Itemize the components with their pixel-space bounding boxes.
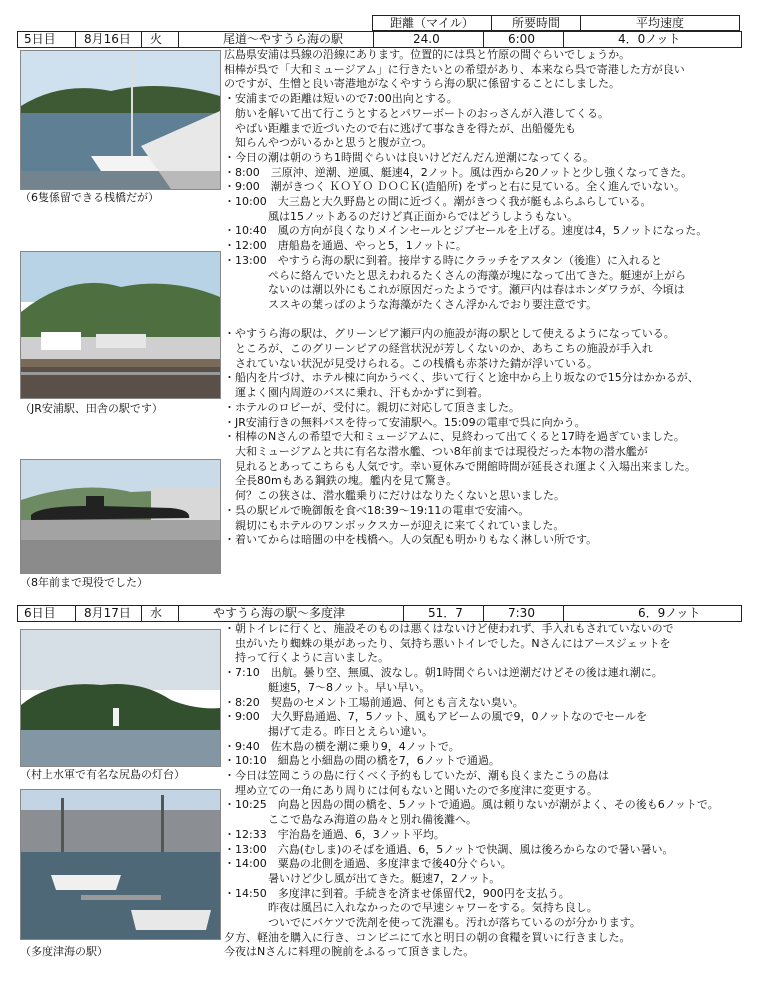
log-line: 揚げて走る。昨日とえらい違い。 xyxy=(224,724,433,738)
day5-distance: 24.0 xyxy=(413,32,440,46)
log-line: ・朝トイレに行くと、施設そのものは悪くはないけど使われず、手入れもされていないので xyxy=(224,622,674,635)
log-line: ・9:00 潮がきつく ＫＯＹＯ ＤＯＣＫ(造船所) をずっと右に見ている。全く進んでいない。 xyxy=(224,180,686,194)
log-line: 見れるとあってこちらも人気です。幸い夏休みで開館時間が延長され運よく入場出来ました。 xyxy=(224,459,697,473)
log-line: 相棒が呉で「大和ミュージアム」に行きたいとの希望があり、本来なら呉で寄港した方が良い xyxy=(224,62,685,76)
log-line: 風は15ノットあるのだけど真正面からではどうしようもない。 xyxy=(224,209,579,223)
log-line: ・今日は笠岡こうの島に行くべく予約もしていたが、潮も良くまたこうの島は xyxy=(224,769,609,783)
log-line: ここで島なみ海道の島々と別れ備後灘へ。 xyxy=(224,813,477,827)
log-line: 運よく園内周遊のバスに乗れ、汗もかかずに到着。 xyxy=(224,386,489,400)
caption-submarine: （8年前まで現役でした） xyxy=(20,576,148,589)
time-header: 所要時間 xyxy=(492,16,581,31)
caption-marina-pier: （6隻係留できる桟橋だが） xyxy=(20,191,159,204)
column-header-table xyxy=(372,15,740,31)
day6-distance: 51．7 xyxy=(428,606,463,620)
log-line: 虫がいたり蜘蛛の巣があったり、気持ち悪いトイレでした。Nさんにはアースジェットを xyxy=(224,636,671,650)
log-line: 全長80mもある鋼鉄の塊。艦内を見て驚き。 xyxy=(224,474,458,488)
log-line: ・10:00 大三島と大久野島との間に近づく。潮がきつく我が艇もふらふらしている。 xyxy=(224,195,652,209)
day6-weekday: 水 xyxy=(150,606,163,620)
log-line: ・8:00 三原沖、逆潮、逆風、艇速4，2ノット。風は西から20ノットと少し強くなってきた。 xyxy=(224,165,693,179)
log-line: ・14:00 粟島の北側を通過、多度津まで後40分ぐらい。 xyxy=(224,857,512,871)
day5-summary-bar xyxy=(17,31,742,48)
caption-lighthouse: （村上水軍で有名な尻島の灯台） xyxy=(20,768,185,781)
log-line: ・7:10 出航。曇り空、無風、波なし。朝1時間ぐらいは逆潮だけどその後は連れ潮に。 xyxy=(224,666,663,680)
log-line: ・相棒のNさんの希望で大和ミュージアムに、見終わって出てくると17時を過ぎていました。 xyxy=(224,430,685,444)
log-line: 夕方、軽油を購入に行き、コンビニにて水と明日の朝の食糧を買いに行きました。 xyxy=(224,930,631,944)
log-line: ないのは潮以外にもこれが原因だったようです。瀬戸内は春はホンダワラが、今頃は xyxy=(224,283,685,297)
day6-speed: 6．9ノット xyxy=(638,606,701,620)
log-line: ・10:40 風の方向が良くなりメインセールとジブセールを上げる。速度は4，5ノットになった。 xyxy=(224,224,708,238)
log-line: 持って行くように言いました。 xyxy=(224,651,389,665)
log-line: のですが、生憎と良い寄港地がなくやすうら海の駅に係留することにしました。 xyxy=(224,77,620,91)
log-line: 今夜はNさんに料理の腕前をふるって頂きました。 xyxy=(224,945,475,959)
day5-log-text xyxy=(224,48,754,548)
caption-tadotsu-harbor: （多度津海の駅） xyxy=(20,945,108,958)
day5-time: 6:00 xyxy=(508,32,535,46)
log-line: ・12:00 唐船島を通過、やっと5，1ノットに。 xyxy=(224,239,467,253)
log-line: ・安浦までの距離は短いので7:00出向とする。 xyxy=(224,92,458,106)
log-line: ところが、このグリーンピアの経営状況が芳しくないのか、あちこちの施設が手入れ xyxy=(224,342,653,356)
log-line: 大和ミュージアムと共に有名な潜水艦、つい8年前までは現役だった本物の潜水艦が xyxy=(224,444,648,458)
log-line: ・13:00 やすうら海の駅に到着。接岸する時にクラッチをアスタン（後進）に入れると xyxy=(224,253,663,267)
photo-lighthouse xyxy=(20,629,221,767)
log-line: 舫いを解いて出て行こうとするとパワーボートのおっさんが入港してくる。 xyxy=(224,106,609,120)
day6-route: やすうら海の駅～多度津 xyxy=(213,606,346,620)
day5-weekday: 火 xyxy=(150,32,163,46)
log-line: ・呉の駅ビルで晩御飯を食べ18:39～19:11の電車で安浦へ。 xyxy=(224,503,530,517)
log-line: ・JR安浦行きの無料バスを待って安浦駅へ。15:09の電車で呉に向かう。 xyxy=(224,415,586,429)
log-line: 広島県安浦は呉線の沿線にあります。位置的には呉と竹原の間ぐらいでしょうか。 xyxy=(224,48,631,61)
log-line: ススキの葉っぱのような海藻がたくさん浮かんでおり要注意です。 xyxy=(224,297,598,311)
photo-submarine xyxy=(20,459,221,574)
log-line: ・船内を片づけ、ホテル棟に向かうべく、歩いて行くと途中から上り坂なので15分はかかるが、 xyxy=(224,371,699,385)
day6-summary-bar xyxy=(17,605,742,622)
log-line: ・13:00 六島(むしま)のそばを通過、6，5ノットで快調、風は後ろからなので暑い暑い。 xyxy=(224,842,674,856)
log-line: 埋め立ての一角にあり周りには何もないと聞いたので多度津に変更する。 xyxy=(224,783,598,797)
photo-marina-pier xyxy=(20,50,221,190)
log-line: 昨夜は風呂に入れなかったので早速シャワーをする。気持ち良し。 xyxy=(224,901,598,915)
day6-log-text xyxy=(224,622,754,960)
log-line xyxy=(224,313,754,328)
day5-route: 尾道～やすうら海の駅 xyxy=(223,32,344,46)
distance-header: 距離（マイル） xyxy=(373,16,492,31)
log-line: ・14:50 多度津に到着。手続きを済ませ係留代2，900円を支払う。 xyxy=(224,886,570,900)
day5-day: 5日目 xyxy=(24,32,56,46)
log-line: ・8:20 契島のセメント工場前通過、何とも言えない臭い。 xyxy=(224,695,524,709)
day6-day: 6日目 xyxy=(24,606,56,620)
log-line: ・9:40 佐木島の横を潮に乗り9，4ノットで。 xyxy=(224,739,460,753)
log-line: されていない状況が見受けられる。この桟橋も赤茶けた錆が浮いている。 xyxy=(224,356,598,370)
log-line: やばい距離まで近づいたので右に逃げて事なきを得たが、出船優先も xyxy=(224,121,576,135)
log-line: ・9:00 大久野島通過、7，5ノット、風もアビームの風で9，0ノットなのでセールを xyxy=(224,710,648,724)
log-line: ・10:25 向島と因島の間の橋を、5ノットで通過。風は頼りないが潮がよく、その後も6ノットで。 xyxy=(224,798,719,812)
speed-header: 平均速度 xyxy=(581,16,740,31)
photo-tadotsu-harbor xyxy=(20,789,221,940)
log-line: ・12:33 宇治島を通過、6，3ノット平均。 xyxy=(224,827,445,841)
log-line: ・着いてからは暗闇の中を桟橋へ。人の気配も明かりもなく淋しい所です。 xyxy=(224,533,598,547)
log-line: 知らんやつがいるかと思うと腹が立つ。 xyxy=(224,136,433,150)
log-line: 暑いけど少し風が出てきた。艇速7，2ノット。 xyxy=(224,871,501,885)
log-line: ・やすうら海の駅は、グリーンピア瀬戸内の施設が海の駅として使えるようになっている。 xyxy=(224,327,675,341)
log-line: 何？この狭さは、潜水艦乗りにだけはなりたくないと思いました。 xyxy=(224,489,565,503)
day6-time: 7:30 xyxy=(508,606,535,620)
log-line: ・ホテルのロビーが、受付に。親切に対応して頂きました。 xyxy=(224,400,521,414)
log-line: ・今日の潮は朝のうち1時間ぐらいは良いけどだんだん逆潮になってくる。 xyxy=(224,150,594,164)
log-line: ・10:10 細島と小細島の間の橋を7，6ノットで通過。 xyxy=(224,754,500,768)
log-line: 艇速5，7～8ノット。早い早い。 xyxy=(224,680,431,694)
caption-jr-yasuura-station: （JR安浦駅、田舎の駅です） xyxy=(20,402,163,415)
day5-speed: 4．0ノット xyxy=(618,32,681,46)
log-line: ついでにバケツで洗剤を使って洗濯も。汚れが落ちているのが分かります。 xyxy=(224,916,641,930)
log-line: 親切にもホテルのワンボックスカーが迎えに来てくれていました。 xyxy=(224,518,565,532)
day6-date: 8月17日 xyxy=(84,606,131,620)
log-line: ぺらに絡んでいたと思えわれるたくさんの海藻が塊になって出てきた。艇速が上がら xyxy=(224,268,686,282)
photo-jr-yasuura-station xyxy=(20,251,221,399)
day5-date: 8月16日 xyxy=(84,32,131,46)
